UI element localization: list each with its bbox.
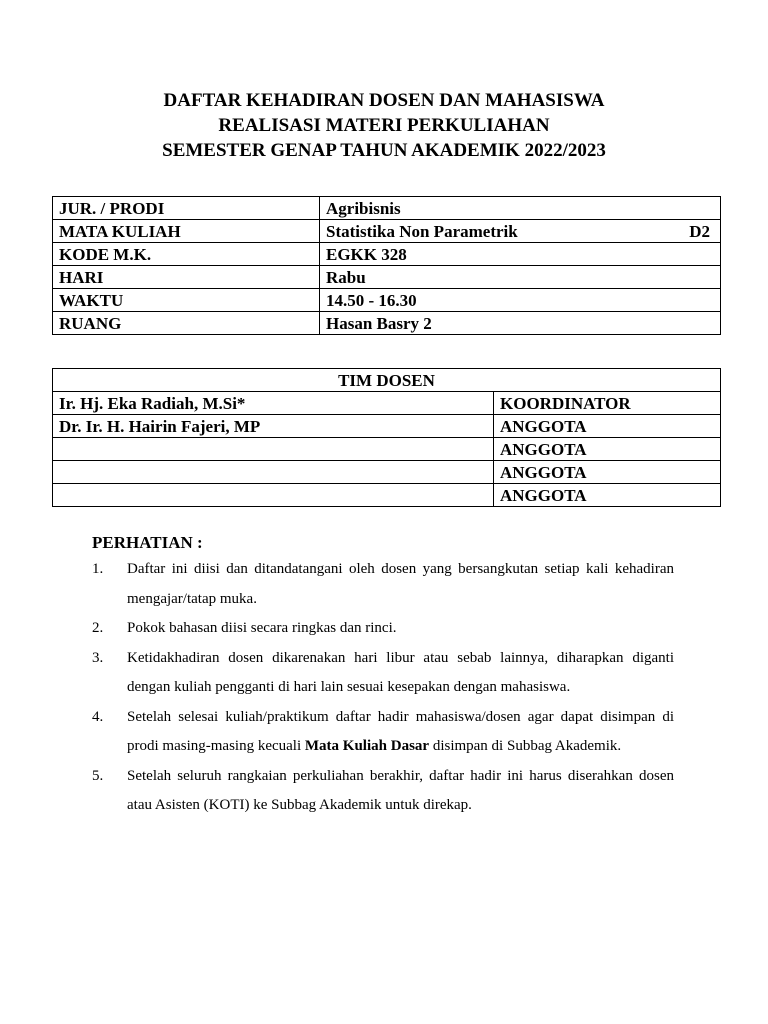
info-label: KODE M.K. bbox=[53, 243, 320, 266]
lecturer-name bbox=[53, 461, 494, 484]
info-label: JUR. / PRODI bbox=[53, 197, 320, 220]
info-value: Rabu bbox=[320, 266, 721, 289]
title-line-3: SEMESTER GENAP TAHUN AKADEMIK 2022/2023 bbox=[162, 140, 606, 161]
info-value: 14.50 - 16.30 bbox=[320, 289, 721, 312]
lecturer-name: Ir. Hj. Eka Radiah, M.Si* bbox=[53, 392, 494, 415]
list-item bbox=[92, 614, 674, 644]
info-value: Agribisnis bbox=[320, 197, 721, 220]
lecturer-name: Dr. Ir. H. Hairin Fajeri, MP bbox=[53, 415, 494, 438]
item-text: Setelah seluruh rangkaian perkuliahan berakhir, daftar hadir ini harus diserahkan dosen atau Asisten (KOTI) ke Subbag Akademik untuk direkap. bbox=[127, 767, 674, 813]
table-row bbox=[53, 220, 721, 243]
item-text bbox=[127, 709, 674, 755]
lecturer-role: ANGGOTA bbox=[494, 438, 721, 461]
table-row bbox=[53, 243, 721, 266]
notice-section bbox=[92, 532, 674, 821]
list-item bbox=[92, 644, 674, 703]
document-title bbox=[0, 88, 768, 163]
info-label: WAKTU bbox=[53, 289, 320, 312]
table-row bbox=[53, 392, 721, 415]
notice-heading: PERHATIAN : bbox=[92, 533, 203, 552]
item-number: 4. bbox=[92, 708, 104, 725]
lecturer-role: KOORDINATOR bbox=[494, 392, 721, 415]
notice-list bbox=[92, 555, 674, 821]
table-header-row bbox=[53, 369, 721, 392]
info-label: HARI bbox=[53, 266, 320, 289]
table-row bbox=[53, 266, 721, 289]
lecturer-role: ANGGOTA bbox=[494, 415, 721, 438]
item-text-bold: Mata Kuliah Dasar bbox=[304, 738, 430, 754]
lecturer-role: ANGGOTA bbox=[494, 484, 721, 507]
item-number: 5. bbox=[92, 767, 104, 784]
table-row bbox=[53, 438, 721, 461]
item-text: Pokok bahasan diisi secara ringkas dan rinci. bbox=[127, 620, 397, 636]
info-value: EGKK 328 bbox=[320, 243, 721, 266]
lecturer-name bbox=[53, 438, 494, 461]
course-name: Statistika Non Parametrik bbox=[326, 221, 518, 241]
lecturer-team-table bbox=[52, 368, 721, 507]
lecturer-role: ANGGOTA bbox=[494, 461, 721, 484]
item-number: 1. bbox=[92, 561, 104, 577]
team-header: TIM DOSEN bbox=[53, 369, 721, 392]
list-item bbox=[92, 555, 674, 614]
info-value bbox=[320, 220, 721, 243]
info-label: MATA KULIAH bbox=[53, 220, 320, 243]
item-text: Daftar ini diisi dan ditandatangani oleh dosen yang bersangkutan setiap kali kehadiran mengajar/tatap muka. bbox=[127, 561, 674, 607]
table-row bbox=[53, 312, 721, 335]
table-row bbox=[53, 415, 721, 438]
info-value: Hasan Basry 2 bbox=[320, 312, 721, 335]
title-line-2: REALISASI MATERI PERKULIAHAN bbox=[218, 115, 550, 136]
item-number: 3. bbox=[92, 649, 104, 666]
info-label: RUANG bbox=[53, 312, 320, 335]
table-row bbox=[53, 197, 721, 220]
item-number: 2. bbox=[92, 620, 104, 636]
list-item bbox=[92, 703, 674, 762]
item-text-before: Setelah selesai kuliah/praktikum daftar hadir mahasiswa/dosen agar dapat disimpan di prodi masing-masing kecuali bbox=[127, 708, 674, 754]
list-item bbox=[92, 762, 674, 821]
class-code: D2 bbox=[689, 221, 710, 241]
lecturer-name bbox=[53, 484, 494, 507]
table-row bbox=[53, 461, 721, 484]
table-row bbox=[53, 484, 721, 507]
title-line-1: DAFTAR KEHADIRAN DOSEN DAN MAHASISWA bbox=[163, 90, 605, 111]
item-text: Ketidakhadiran dosen dikarenakan hari libur atau sebab lainnya, diharapkan diganti dengan kuliah pengganti di hari lain sesuai kesepakan dengan mahasiswa. bbox=[127, 649, 674, 695]
item-text-after: disimpan di Subbag Akademik. bbox=[429, 738, 622, 754]
table-row bbox=[53, 289, 721, 312]
course-info-table bbox=[52, 196, 721, 335]
